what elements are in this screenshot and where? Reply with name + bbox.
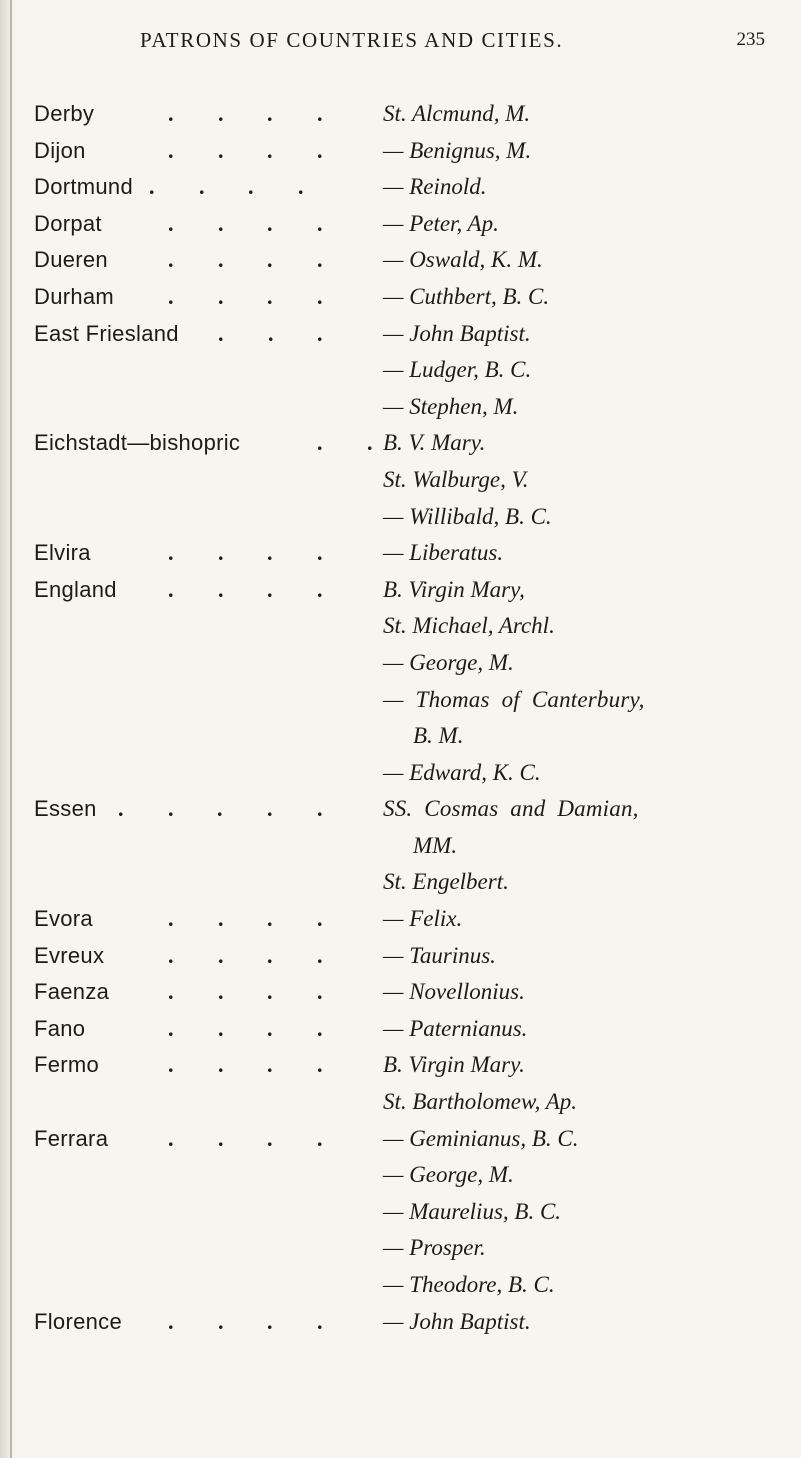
- list-item: Durham . . . . — Cuthbert, B. C.: [34, 283, 550, 309]
- patron-list: [0, 101, 801, 1345]
- patron-saint: — Stephen, M.: [383, 393, 519, 419]
- patron-saint: St. Engelbert.: [383, 869, 509, 895]
- list-item: Evora . . . . — Felix.: [34, 906, 463, 932]
- list-item: [0, 1089, 801, 1126]
- place-name: Dijon: [34, 137, 86, 163]
- patron-saint: — Liberatus.: [383, 540, 504, 566]
- list-item: England . . . . B. Virgin Mary,: [34, 576, 525, 602]
- patron-saint: St. Michael, Archl.: [383, 613, 555, 639]
- running-head: PATRONS OF COUNTRIES AND CITIES.: [140, 28, 564, 52]
- patron-saint: — John Baptist.: [383, 320, 531, 346]
- place-name: England: [34, 576, 117, 602]
- patron-saint: — Peter, Ap.: [383, 210, 499, 236]
- patron-saint: — Ludger, B. C.: [383, 357, 532, 383]
- patron-saint: B. Virgin Mary,: [383, 576, 525, 602]
- place-name: Derby: [34, 101, 95, 126]
- list-item: [0, 1235, 801, 1272]
- place-name: Faenza: [34, 979, 110, 1005]
- list-item: Florence . . . . — John Baptist.: [34, 1308, 531, 1334]
- patron-saint: — Felix.: [383, 906, 463, 932]
- patron-saint: — George, M.: [383, 1162, 514, 1188]
- patron-saint: St. Alcmund, M.: [383, 101, 531, 126]
- list-item: [0, 723, 801, 760]
- list-item: East Friesland . . . — John Baptist.: [34, 320, 531, 346]
- place-name: Essen: [34, 796, 97, 822]
- patron-saint: — Benignus, M.: [383, 137, 532, 163]
- list-item: [0, 504, 801, 541]
- list-item: Dortmund . . . . — Reinold.: [34, 174, 487, 200]
- patron-saint: — Thomas of Canterbury,: [383, 686, 645, 712]
- list-item: [0, 1199, 801, 1236]
- list-item: Evreux . . . . — Taurinus.: [34, 942, 496, 968]
- patron-saint: — Oswald, K. M.: [383, 247, 543, 273]
- patron-saint: St. Walburge, V.: [383, 466, 529, 492]
- patron-saint: St. Bartholomew, Ap.: [383, 1089, 578, 1115]
- list-item: [0, 869, 801, 906]
- list-item: Fano . . . . — Paternianus.: [34, 1015, 528, 1041]
- place-name: Dueren: [34, 247, 108, 273]
- place-name: Evora: [34, 906, 93, 932]
- patron-saint: — Cuthbert, B. C.: [383, 283, 550, 309]
- patron-saint: MM.: [413, 832, 458, 858]
- place-name: Florence: [34, 1308, 122, 1334]
- patron-saint: — Edward, K. C.: [383, 759, 541, 785]
- patron-saint: — Prosper.: [383, 1235, 486, 1261]
- patron-saint: SS. Cosmas and Damian,: [383, 796, 639, 822]
- list-item: [0, 760, 801, 797]
- list-item: Ferrara . . . . — Geminianus, B. C.: [34, 1125, 579, 1151]
- patron-saint: — Paternianus.: [383, 1015, 528, 1041]
- place-name: Eichstadt—bishopric: [34, 430, 241, 456]
- list-item: [0, 357, 801, 394]
- page-header: [0, 28, 801, 62]
- place-name: Durham: [34, 283, 115, 309]
- list-item: Elvira . . . . — Liberatus.: [34, 540, 504, 566]
- list-item: Faenza . . . . — Novellonius.: [34, 979, 525, 1005]
- list-item: [0, 687, 801, 724]
- list-item: Dijon . . . . — Benignus, M.: [34, 137, 532, 163]
- list-item: [0, 650, 801, 687]
- patron-saint: — Maurelius, B. C.: [383, 1198, 562, 1224]
- list-item: [0, 467, 801, 504]
- patron-saint: — Willibald, B. C.: [383, 503, 552, 529]
- list-item: Dorpat . . . . — Peter, Ap.: [34, 210, 499, 236]
- list-item: [0, 833, 801, 870]
- patron-saint: — Reinold.: [383, 174, 487, 200]
- patron-saint: B. Virgin Mary.: [383, 1052, 525, 1078]
- patron-saint: — Novellonius.: [383, 979, 525, 1005]
- list-item: [0, 613, 801, 650]
- list-item: [0, 394, 801, 431]
- list-item: Eichstadt—bishopric . . B. V. Mary.: [34, 430, 486, 456]
- patron-saint: — George, M.: [383, 649, 514, 675]
- place-name: Elvira: [34, 540, 91, 566]
- patron-saint: B. V. Mary.: [383, 430, 486, 456]
- place-name: Fermo: [34, 1052, 100, 1078]
- place-name: Fano: [34, 1015, 86, 1041]
- place-name: Dortmund: [34, 174, 133, 200]
- page-number: 235: [736, 29, 765, 50]
- place-name: Ferrara: [34, 1125, 109, 1151]
- patron-saint: B. M.: [413, 723, 464, 749]
- list-item: Fermo . . . . B. Virgin Mary.: [34, 1052, 525, 1078]
- list-item: Derby . . . . St. Alcmund, M.: [34, 101, 531, 126]
- place-name: Dorpat: [34, 210, 102, 236]
- patron-saint: — Theodore, B. C.: [383, 1272, 555, 1297]
- patron-saint: — John Baptist.: [383, 1308, 531, 1334]
- list-item: Dueren . . . . — Oswald, K. M.: [34, 247, 543, 273]
- list-item: [0, 1162, 801, 1199]
- list-item: Essen . . . . . SS. Cosmas and Damian,: [34, 796, 639, 822]
- patron-saint: — Geminianus, B. C.: [383, 1125, 579, 1151]
- patron-saint: — Taurinus.: [383, 942, 496, 968]
- list-item: [0, 1272, 801, 1309]
- place-name: Evreux: [34, 942, 105, 968]
- place-name: East Friesland: [34, 320, 179, 346]
